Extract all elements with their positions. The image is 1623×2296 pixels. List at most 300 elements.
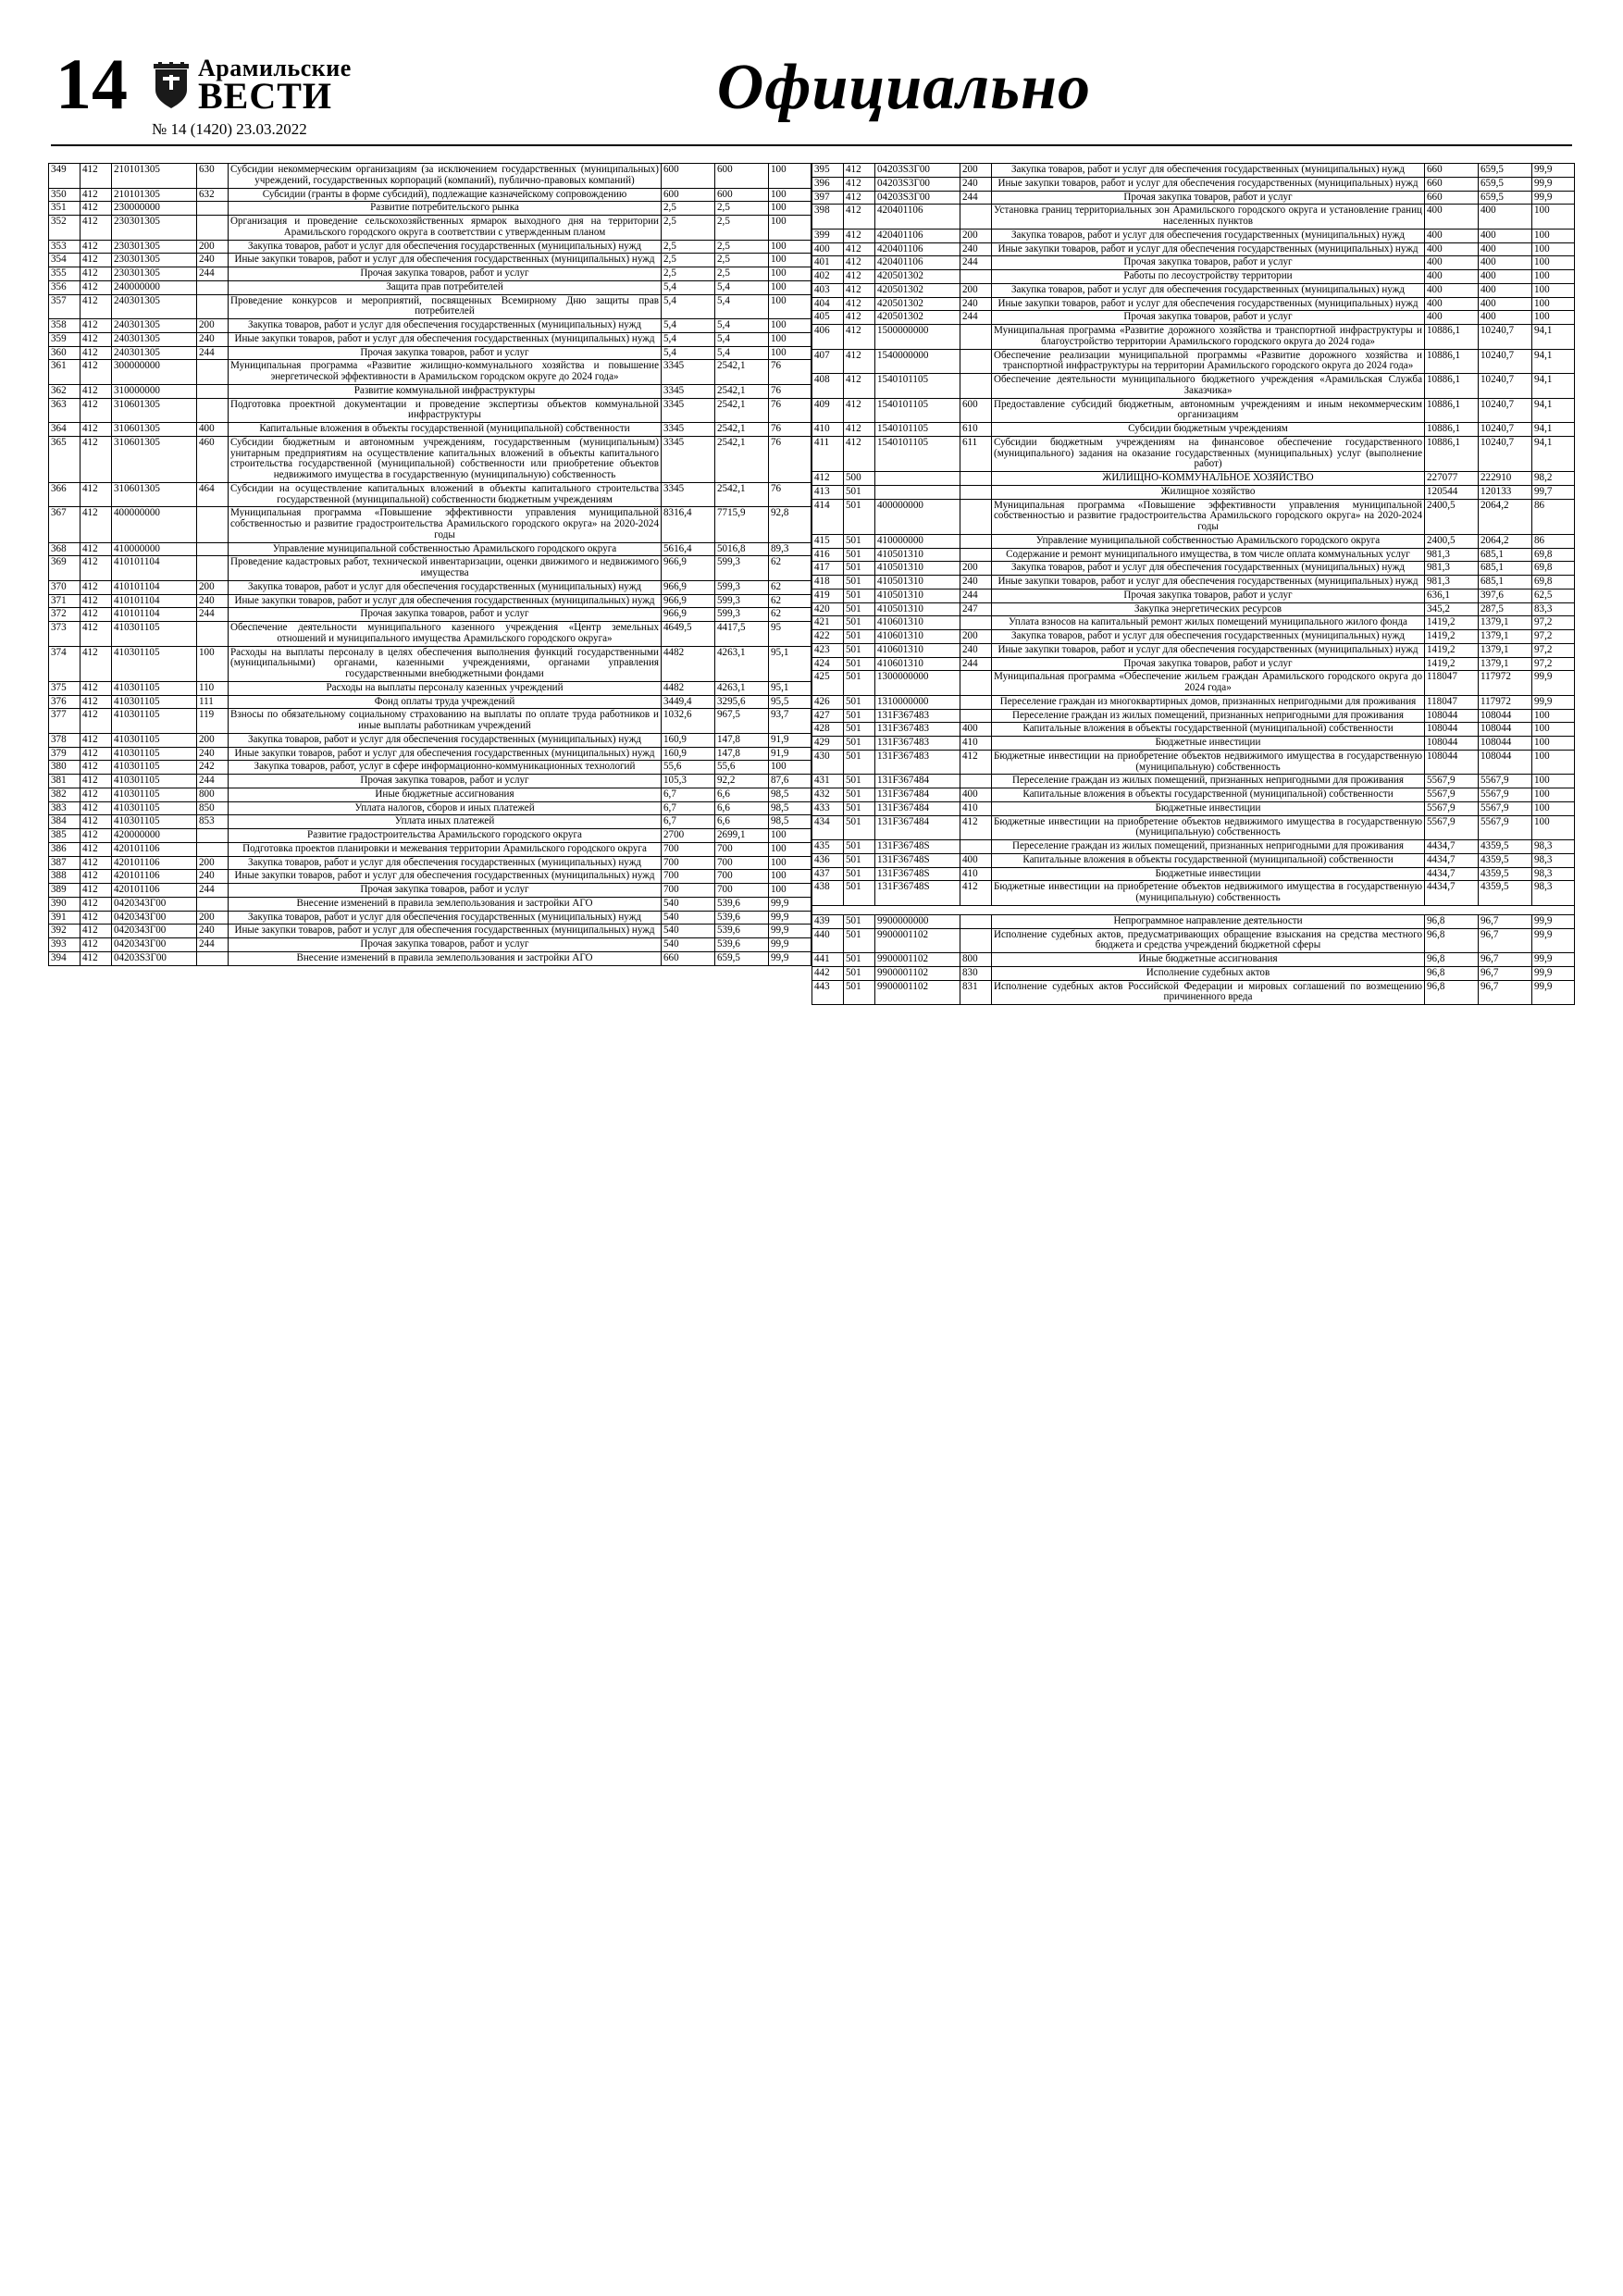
row-number: 396 [812,177,844,191]
fact-amount: 659,5 [1479,177,1532,191]
row-name: Субсидии некоммерческим организациям (за исключением государственных (муниципальных) учреждений, государственных корпораций (компаний), публично-правовых компаний) [229,164,662,189]
fact-amount: 4359,5 [1479,881,1532,906]
row-name: Иные закупки товаров, работ и услуг для обеспечения государственных (муниципальных) нужд [992,177,1425,191]
table-row [49,423,812,437]
percent: 100 [769,164,812,189]
plan-amount: 5,4 [662,319,715,333]
row-name: Работы по лесоустройству территории [992,270,1425,284]
row-number: 432 [812,788,844,802]
fact-amount: 2,5 [715,254,769,267]
fact-amount: 400 [1479,229,1532,242]
row-number: 389 [49,884,81,898]
fact-amount: 2542,1 [715,360,769,385]
plan-amount: 400 [1425,229,1479,242]
row-name: Развитие градостроительства Арамильского городского округа [229,829,662,843]
fact-amount: 6,6 [715,788,769,801]
row-number: 358 [49,319,81,333]
expense-type-code [197,542,229,556]
expense-type-code: 240 [960,177,992,191]
row-number: 415 [812,534,844,548]
table-row [49,482,812,507]
target-code: 1300000000 [875,671,960,696]
vedomstvo-code: 412 [81,346,112,360]
vedomstvo-code: 501 [844,966,875,980]
table-row [49,938,812,952]
row-name: Иные закупки товаров, работ и услуг для обеспечения государственных (муниципальных) нужд [229,925,662,938]
target-code: 04203S3Г00 [875,177,960,191]
target-code: 1500000000 [875,325,960,350]
plan-amount: 4482 [662,681,715,695]
percent: 69,8 [1532,562,1575,576]
row-name: Переселение граждан из многоквартирных домов, признанных непригодными для проживания [992,695,1425,709]
expense-type-code [197,829,229,843]
target-code: 131F36748S [875,881,960,906]
fact-amount: 599,3 [715,594,769,608]
row-name: Обеспечение деятельности муниципального казенного учреждения «Центр земельных отношений и муниципального имущества Арамильского городского округа» [229,622,662,647]
table-row [812,270,1575,284]
expense-type-code: 200 [197,319,229,333]
plan-amount: 96,8 [1425,914,1479,928]
percent: 100 [1532,775,1575,788]
row-name: ЖИЛИЩНО-КОММУНАЛЬНОЕ ХОЗЯЙСТВО [992,472,1425,486]
row-number: 409 [812,398,844,423]
target-code: 240301305 [112,332,197,346]
target-code: 410301105 [112,815,197,829]
percent: 100 [769,254,812,267]
plan-amount: 1032,6 [662,709,715,734]
vedomstvo-code: 412 [81,695,112,709]
percent: 100 [1532,311,1575,325]
expense-type-code: 110 [197,681,229,695]
table-row [812,311,1575,325]
table-row [812,576,1575,590]
target-code: 1540000000 [875,349,960,374]
row-number: 387 [49,856,81,870]
expense-type-code: 240 [960,242,992,256]
fact-amount: 4359,5 [1479,840,1532,854]
plan-amount: 2,5 [662,240,715,254]
expense-type-code: 200 [960,562,992,576]
percent: 62 [769,556,812,581]
target-code: 310601305 [112,436,197,482]
table-row [49,267,812,281]
percent: 100 [769,267,812,281]
expense-type-code: 247 [960,602,992,616]
vedomstvo-code: 412 [81,761,112,775]
vedomstvo-code: 501 [844,815,875,840]
vedomstvo-code: 412 [81,384,112,398]
fact-amount: 2,5 [715,240,769,254]
row-number: 421 [812,616,844,630]
target-code: 131F367483 [875,723,960,737]
row-name: Закупка энергетических ресурсов [992,602,1425,616]
expense-type-code: 244 [197,884,229,898]
fact-amount: 539,6 [715,911,769,925]
target-code: 410101104 [112,608,197,622]
row-name: Переселение граждан из жилых помещений, признанных непригодными для проживания [992,840,1425,854]
plan-amount: 540 [662,938,715,952]
target-code: 240301305 [112,346,197,360]
row-name: Бюджетные инвестиции [992,801,1425,815]
row-number: 377 [49,709,81,734]
percent: 99,9 [1532,695,1575,709]
target-code: 410101104 [112,556,197,581]
row-name: Подготовка проектов планировки и межевания территории Арамильского городского округа [229,842,662,856]
percent: 62 [769,608,812,622]
row-number: 378 [49,733,81,747]
vedomstvo-code: 501 [844,630,875,644]
expense-type-code [960,928,992,953]
percent: 100 [769,856,812,870]
percent: 100 [769,870,812,884]
row-name: Установка границ территориальных зон Арамильского городского округа и установление границ населенных пунктов [992,205,1425,230]
target-code: 420501302 [875,283,960,297]
vedomstvo-code: 412 [81,608,112,622]
expense-type-code [197,897,229,911]
vedomstvo-code: 501 [844,953,875,967]
row-name: Прочая закупка товаров, работ и услуг [229,608,662,622]
fact-amount: 287,5 [1479,602,1532,616]
plan-amount: 5567,9 [1425,775,1479,788]
row-number: 398 [812,205,844,230]
percent: 98,2 [1532,472,1575,486]
vedomstvo-code: 412 [844,164,875,178]
table-row [49,801,812,815]
percent: 100 [1532,229,1575,242]
table-row [812,788,1575,802]
table-row [812,205,1575,230]
vedomstvo-code: 501 [844,671,875,696]
fact-amount: 967,5 [715,709,769,734]
expense-type-code: 119 [197,709,229,734]
row-number: 352 [49,216,81,241]
row-number: 417 [812,562,844,576]
row-name: Уплата взносов на капитальный ремонт жилых помещений муниципального жилого фонда [992,616,1425,630]
vedomstvo-code: 412 [81,360,112,385]
row-name: Исполнение судебных актов Российской Федерации и мировых соглашений по возмещению причиненного вреда [992,980,1425,1005]
vedomstvo-code: 412 [844,325,875,350]
expense-type-code: 200 [197,240,229,254]
expense-type-code: 240 [197,254,229,267]
percent: 99,9 [1532,177,1575,191]
expense-type-code: 400 [960,723,992,737]
plan-amount: 400 [1425,283,1479,297]
row-number: 427 [812,709,844,723]
expense-type-code: 240 [197,870,229,884]
fact-amount: 6,6 [715,815,769,829]
vedomstvo-code: 500 [844,472,875,486]
row-number: 353 [49,240,81,254]
row-name: Исполнение судебных актов, предусматривающих обращение взыскания на средства местного бюджета и средства учреждений бюджетной сферы [992,928,1425,953]
plan-amount: 96,8 [1425,980,1479,1005]
row-number: 356 [49,280,81,294]
plan-amount: 400 [1425,256,1479,270]
row-number: 443 [812,980,844,1005]
table-row [49,202,812,216]
plan-amount: 966,9 [662,594,715,608]
plan-amount: 345,2 [1425,602,1479,616]
fact-amount: 2542,1 [715,384,769,398]
fact-amount: 222910 [1479,472,1532,486]
table-row [49,829,812,843]
percent: 99,9 [769,897,812,911]
plan-amount: 660 [662,951,715,965]
fact-amount: 1379,1 [1479,616,1532,630]
left-table-body [49,164,812,966]
right-table-body [812,164,1575,1005]
table-row [812,709,1575,723]
row-name: Прочая закупка товаров, работ и услуг [992,191,1425,205]
row-number: 374 [49,646,81,681]
vedomstvo-code: 501 [844,534,875,548]
target-code: 131F367483 [875,709,960,723]
target-code: 131F367483 [875,737,960,751]
percent: 100 [1532,242,1575,256]
row-number: 419 [812,589,844,602]
expense-type-code: 200 [197,856,229,870]
row-number: 395 [812,164,844,178]
plan-amount: 2400,5 [1425,534,1479,548]
fact-amount: 400 [1479,205,1532,230]
target-code: 210101305 [112,188,197,202]
fact-amount: 599,3 [715,556,769,581]
vedomstvo-code: 412 [844,398,875,423]
plan-amount: 4482 [662,646,715,681]
row-number: 363 [49,398,81,423]
target-code: 410301105 [112,681,197,695]
target-code: 410301105 [112,733,197,747]
plan-amount: 5616,4 [662,542,715,556]
vedomstvo-code: 412 [81,202,112,216]
row-name: Закупка товаров, работ и услуг для обеспечения государственных (муниципальных) нужд [229,240,662,254]
plan-amount: 2,5 [662,202,715,216]
target-code: 410301105 [112,709,197,734]
percent: 99,9 [1532,164,1575,178]
fact-amount: 5,4 [715,280,769,294]
target-code: 410301105 [112,622,197,647]
percent: 76 [769,436,812,482]
expense-type-code [960,472,992,486]
expense-type-code: 400 [960,788,992,802]
target-code: 400000000 [112,507,197,542]
fact-amount: 10240,7 [1479,398,1532,423]
expense-type-code [197,398,229,423]
target-code: 410101104 [112,594,197,608]
expense-type-code: 244 [197,346,229,360]
percent: 100 [769,884,812,898]
fact-amount: 1379,1 [1479,630,1532,644]
logo-title-bottom: ВЕСТИ [198,75,333,117]
percent: 76 [769,423,812,437]
target-code: 410301105 [112,801,197,815]
expense-type-code: 412 [960,815,992,840]
row-number: 400 [812,242,844,256]
plan-amount: 540 [662,911,715,925]
row-number: 373 [49,622,81,647]
plan-amount: 1419,2 [1425,630,1479,644]
table-row [812,853,1575,867]
expense-type-code: 242 [197,761,229,775]
row-number: 360 [49,346,81,360]
row-number: 414 [812,499,844,534]
plan-amount: 3345 [662,398,715,423]
fact-amount: 5567,9 [1479,801,1532,815]
table-row [812,750,1575,775]
plan-amount: 2400,5 [1425,499,1479,534]
plan-amount: 3345 [662,360,715,385]
expense-type-code: 111 [197,695,229,709]
row-name: Внесение изменений в правила землепользования и застройки АГО [229,951,662,965]
expense-type-code [960,374,992,399]
vedomstvo-code: 501 [844,980,875,1005]
expense-type-code: 244 [197,608,229,622]
vedomstvo-code: 412 [81,580,112,594]
plan-amount: 1419,2 [1425,616,1479,630]
vedomstvo-code: 412 [81,788,112,801]
percent: 99,9 [1532,671,1575,696]
vedomstvo-code: 412 [844,242,875,256]
table-row [49,594,812,608]
expense-type-code: 400 [197,423,229,437]
plan-amount: 120544 [1425,485,1479,499]
row-name: Управление муниципальной собственностью Арамильского городского округа [229,542,662,556]
percent: 76 [769,398,812,423]
fact-amount: 5,4 [715,332,769,346]
target-code: 400000000 [875,499,960,534]
fact-amount: 400 [1479,311,1532,325]
plan-amount: 3449,4 [662,695,715,709]
fact-amount: 117972 [1479,671,1532,696]
vedomstvo-code: 501 [844,750,875,775]
target-code: 420501302 [875,297,960,311]
plan-amount: 160,9 [662,733,715,747]
percent: 87,6 [769,775,812,788]
table-row [812,423,1575,437]
page-number: 14 [56,43,128,124]
vedomstvo-code: 412 [81,240,112,254]
expense-type-code: 240 [197,332,229,346]
row-number: 407 [812,349,844,374]
plan-amount: 660 [1425,191,1479,205]
left-column [48,163,812,1005]
fact-amount: 10240,7 [1479,436,1532,471]
vedomstvo-code: 412 [81,188,112,202]
vedomstvo-code: 412 [844,270,875,284]
target-code: 410301105 [112,761,197,775]
row-name: Иные закупки товаров, работ и услуг для обеспечения государственных (муниципальных) нужд [992,643,1425,657]
row-number: 362 [49,384,81,398]
percent: 100 [769,202,812,216]
percent: 76 [769,384,812,398]
expense-type-code [197,556,229,581]
vedomstvo-code: 412 [81,925,112,938]
percent: 92,8 [769,507,812,542]
plan-amount: 118047 [1425,695,1479,709]
vedomstvo-code: 501 [844,485,875,499]
table-row [812,398,1575,423]
row-number: 420 [812,602,844,616]
table-row [812,840,1575,854]
table-row [812,283,1575,297]
expense-type-code: 853 [197,815,229,829]
table-row [49,761,812,775]
row-number: 408 [812,374,844,399]
expense-type-code [960,534,992,548]
vedomstvo-code: 412 [81,747,112,761]
fact-amount: 700 [715,856,769,870]
target-code: 410000000 [875,534,960,548]
vedomstvo-code: 501 [844,643,875,657]
vedomstvo-code: 412 [81,332,112,346]
plan-amount: 600 [662,164,715,189]
percent: 100 [1532,750,1575,775]
row-number: 434 [812,815,844,840]
table-row [49,788,812,801]
table-row [49,188,812,202]
table-row [812,164,1575,178]
table-row [49,216,812,241]
fact-amount: 147,8 [715,733,769,747]
fact-amount: 400 [1479,242,1532,256]
table-row [49,646,812,681]
percent: 100 [1532,709,1575,723]
percent: 100 [769,294,812,319]
plan-amount: 540 [662,925,715,938]
percent: 99,9 [769,938,812,952]
plan-amount: 540 [662,897,715,911]
fact-amount: 3295,6 [715,695,769,709]
plan-amount: 108044 [1425,750,1479,775]
fact-amount: 96,7 [1479,980,1532,1005]
vedomstvo-code: 412 [844,256,875,270]
row-number: 438 [812,881,844,906]
expense-type-code [960,485,992,499]
table-row [812,953,1575,967]
expense-type-code: 850 [197,801,229,815]
plan-amount: 6,7 [662,801,715,815]
target-code: 9900000000 [875,914,960,928]
row-number: 367 [49,507,81,542]
vedomstvo-code: 501 [844,589,875,602]
row-number: 425 [812,671,844,696]
target-code: 131F367484 [875,788,960,802]
row-number: 388 [49,870,81,884]
plan-amount: 5567,9 [1425,788,1479,802]
target-code: 410601310 [875,657,960,671]
percent: 100 [769,319,812,333]
row-number: 371 [49,594,81,608]
vedomstvo-code: 501 [844,695,875,709]
plan-amount: 400 [1425,270,1479,284]
table-row [812,737,1575,751]
row-number: 440 [812,928,844,953]
row-number: 412 [812,472,844,486]
row-number: 376 [49,695,81,709]
table-row [49,398,812,423]
table-row [812,801,1575,815]
row-number: 423 [812,643,844,657]
expense-type-code: 244 [197,775,229,788]
table-row [49,951,812,965]
table-row [49,695,812,709]
expense-type-code: 200 [197,733,229,747]
target-code: 0420343Г00 [112,911,197,925]
row-name: Бюджетные инвестиции на приобретение объектов недвижимого имущества в государственную (муниципальную) собственность [992,881,1425,906]
target-code: 420401106 [875,229,960,242]
target-code: 410501310 [875,548,960,562]
row-number: 382 [49,788,81,801]
percent: 95,1 [769,681,812,695]
